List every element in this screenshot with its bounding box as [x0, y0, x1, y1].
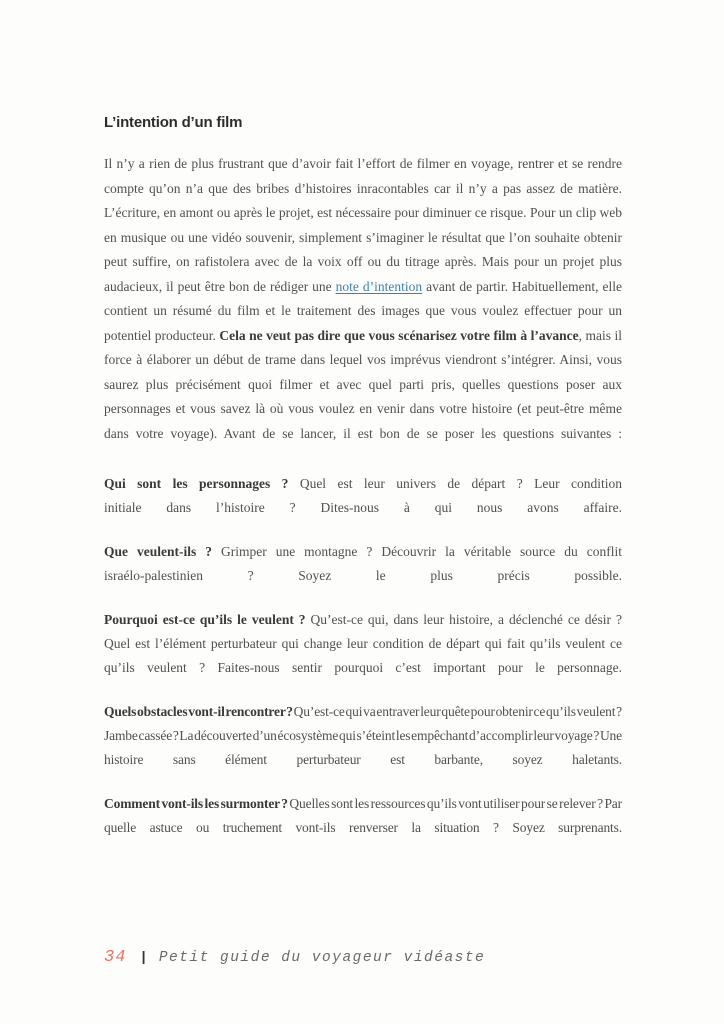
questions-list: [104, 472, 622, 840]
page-number: 34: [104, 948, 127, 967]
question-paragraph: [104, 608, 622, 680]
question-body: Grimper une montagne ? Découvrir la véritable source du conflit israélo-palestinien ? Soyez le plus précis possible.: [104, 544, 622, 583]
intro-paragraph: [104, 152, 622, 446]
question-paragraph: [104, 472, 622, 520]
section-heading: L’intention d’un film: [104, 114, 243, 131]
footer-separator: |: [139, 950, 148, 966]
intro-text-segment: Il n’y a rien de plus frustrant que d’avoir fait l’effort de filmer en voyage, rentrer et se rendre compte qu’on n’a que des bribes d’histoires inracontables car il n’y a pas assez de matière. L’écriture, en amont ou après le projet, est nécessaire pour diminuer ce risque. Pour un clip web en musique ou une vidéo souvenir, simplement s’imaginer le résultat que l’on souhaite obtenir peut suffire, on rafistolera avec de la voix off ou du titrage après. Mais pour un projet plus audacieux, il peut être bon de rédiger une: [104, 156, 622, 294]
note-intention-link[interactable]: note d’intention: [335, 278, 423, 294]
question-body: Quel est leur univers de départ ? Leur condition initiale dans l’histoire ? Dites-nous à qui nous avons affaire.: [104, 476, 622, 515]
intro-text-segment: , mais il force à élaborer un début de trame dans lequel vos imprévus viendront s’intégrer. Ainsi, vous saurez plus précisément quoi filmer et avec quel parti pris, quelles questions poser aux personnages et vous savez là où vous voulez en venir dans votre histoire (et peut-être même dans votre voyage). Avant de se lancer, il est bon de se poser les questions suivantes :: [104, 327, 623, 441]
book-title: Petit guide du voyageur vidéaste: [158, 950, 486, 966]
question-body: Qu’est-ce qui, dans leur histoire, a déclenché ce désir ? Quel est l’élément perturbateur qui change leur condition de départ qui fait qu’ils veulent ce qu’ils veulent ? Faites-nous sentir pourquoi c’est important pour le personnage.: [104, 612, 622, 675]
question-paragraph: [104, 792, 622, 840]
question-body: Qu’est-ce qui va entraver leur quête pour obtenir ce qu’ils veulent ? Jambe cassée ? La découverte d’un écosystème qui s’éteint les empêchant d’accomplir leur voyage ? Une histoire sans élément perturbateur est barbante, soyez haletants.: [104, 704, 622, 767]
intro-bold-segment: Cela ne veut pas dire que vous scénarisez votre film à l’avance: [219, 327, 579, 343]
question-lead: Pourquoi est-ce qu’ils le veulent ?: [104, 612, 306, 627]
question-lead: Comment vont-ils les surmonter ?: [104, 796, 288, 811]
intro-text-segment: avant de partir. Habituellement, elle contient un résumé du film et le traitement des images que vous voulez effectuer pour un potentiel producteur.: [104, 278, 622, 343]
page-footer: [104, 948, 622, 967]
question-body: Quelles sont les ressources qu’ils vont utiliser pour se relever ? Par quelle astuce ou truchement vont-ils renverser la situation ? Soyez surprenants.: [104, 796, 622, 835]
question-lead: Que veulent-ils ?: [104, 544, 212, 559]
question-paragraph: [104, 700, 622, 772]
question-paragraph: [104, 540, 622, 588]
page-content: [104, 114, 622, 840]
question-lead: Quels obstacles vont-il rencontrer ?: [104, 704, 293, 719]
question-lead: Qui sont les personnages ?: [104, 476, 289, 491]
